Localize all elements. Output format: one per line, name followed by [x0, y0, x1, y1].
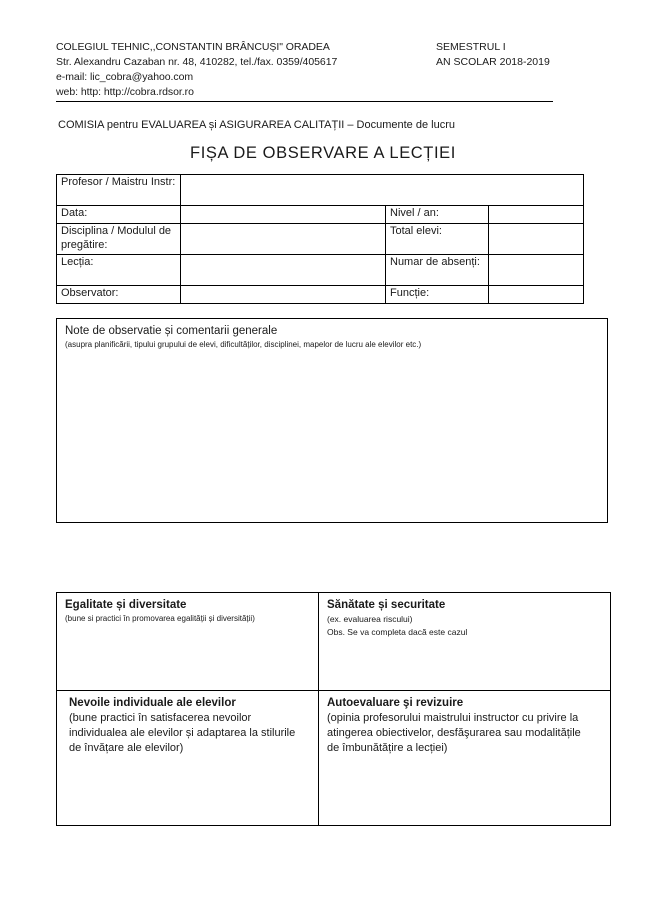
school-web: web: http: http://cobra.rdsor.ro: [56, 86, 194, 98]
table-row: [57, 255, 584, 286]
school-year-label: AN SCOLAR 2018-2019: [436, 56, 550, 68]
document-header: [56, 40, 610, 100]
lesson-info-table: [56, 174, 584, 304]
field-label-observer: Observator:: [57, 286, 181, 304]
grid-row-bottom: [57, 691, 611, 826]
evaluation-grid: [56, 592, 611, 826]
field-label-function: Funcție:: [386, 286, 489, 304]
table-row: [57, 175, 584, 206]
equality-title: Egalitate și diversitate: [65, 599, 187, 611]
health-title: Sănătate și securitate: [327, 599, 446, 611]
cell-self-evaluation[interactable]: [319, 691, 611, 826]
field-value-absences[interactable]: [489, 255, 584, 286]
cell-individual-needs[interactable]: [57, 691, 319, 826]
needs-line-1: (bune practici în satisfacerea nevoilor: [69, 712, 252, 725]
equality-subtitle: (bune si practici în promovarea egalității și diversității): [65, 614, 255, 623]
cell-equality-diversity[interactable]: [57, 593, 319, 691]
field-label-subject: Disciplina / Modulul de pregătire:: [57, 224, 181, 255]
school-address: Str. Alexandru Cazaban nr. 48, 410282, tel./fax. 0359/405617: [56, 56, 338, 68]
needs-line-2: individualea ale elevilor și adaptarea la stilurile: [69, 727, 296, 740]
observation-notes-subtitle: (asupra planificării, tipului grupului de elevi, dificultăților, disciplinei, mapelor de lucru ale elevilor etc.): [65, 340, 422, 349]
selfeval-line-3: de îmbunătățire a lecției): [327, 742, 448, 755]
selfeval-line-1: (opinia profesorului maistrului instructor cu privire la: [327, 712, 579, 725]
school-name: COLEGIUL TEHNIC,,CONSTANTIN BRÂNCUȘI" ORADEA: [56, 41, 330, 53]
field-value-subject[interactable]: [181, 224, 386, 255]
table-row: [57, 206, 584, 224]
field-label-level: Nivel / an:: [386, 206, 489, 224]
field-value-teacher[interactable]: [181, 175, 584, 206]
field-value-level[interactable]: [489, 206, 584, 224]
commission-line: COMISIA pentru EVALUAREA și ASIGURAREA CALITAȚII – Documente de lucru: [58, 119, 455, 131]
cell-health-safety[interactable]: [319, 593, 611, 691]
header-divider: [56, 101, 553, 102]
header-right-column: [436, 40, 610, 55]
health-subtitle-2: Obs. Se va completa dacă este cazul: [327, 627, 468, 637]
field-value-lesson[interactable]: [181, 255, 386, 286]
observation-notes-box[interactable]: [56, 318, 608, 523]
field-label-total-students: Total elevi:: [386, 224, 489, 255]
semester-label: SEMESTRUL I: [436, 41, 506, 53]
selfeval-title: Autoevaluare şi revizuire: [327, 697, 464, 710]
header-right-column-2: [436, 55, 610, 70]
field-value-observer[interactable]: [181, 286, 386, 304]
health-subtitle: (ex. evaluarea riscului): [327, 614, 413, 624]
observation-notes-title: Note de observatie și comentarii generale: [65, 325, 278, 337]
header-line-1: [56, 40, 610, 55]
school-email: e-mail: lic_cobra@yahoo.com: [56, 71, 194, 83]
selfeval-line-2: atingerea obiectivelor, desfăşurarea sau modalitățile: [327, 727, 581, 740]
field-label-teacher: Profesor / Maistru Instr:: [57, 175, 181, 206]
field-label-absences: Numar de absenți:: [386, 255, 489, 286]
grid-row-top: [57, 593, 611, 691]
page-title: FIȘA DE OBSERVARE A LECȚIEI: [190, 144, 456, 162]
header-left-column-2: [56, 55, 436, 70]
field-value-total-students[interactable]: [489, 224, 584, 255]
field-value-function[interactable]: [489, 286, 584, 304]
table-row: [57, 286, 584, 304]
table-row: [57, 224, 584, 255]
needs-line-3: de învățare ale elevilor): [69, 742, 184, 755]
needs-title: Nevoile individuale ale elevilor: [69, 697, 236, 710]
field-label-lesson: Lecția:: [57, 255, 181, 286]
field-value-date[interactable]: [181, 206, 386, 224]
header-line-2: [56, 55, 610, 70]
field-label-date: Data:: [57, 206, 181, 224]
header-left-column: [56, 40, 436, 55]
